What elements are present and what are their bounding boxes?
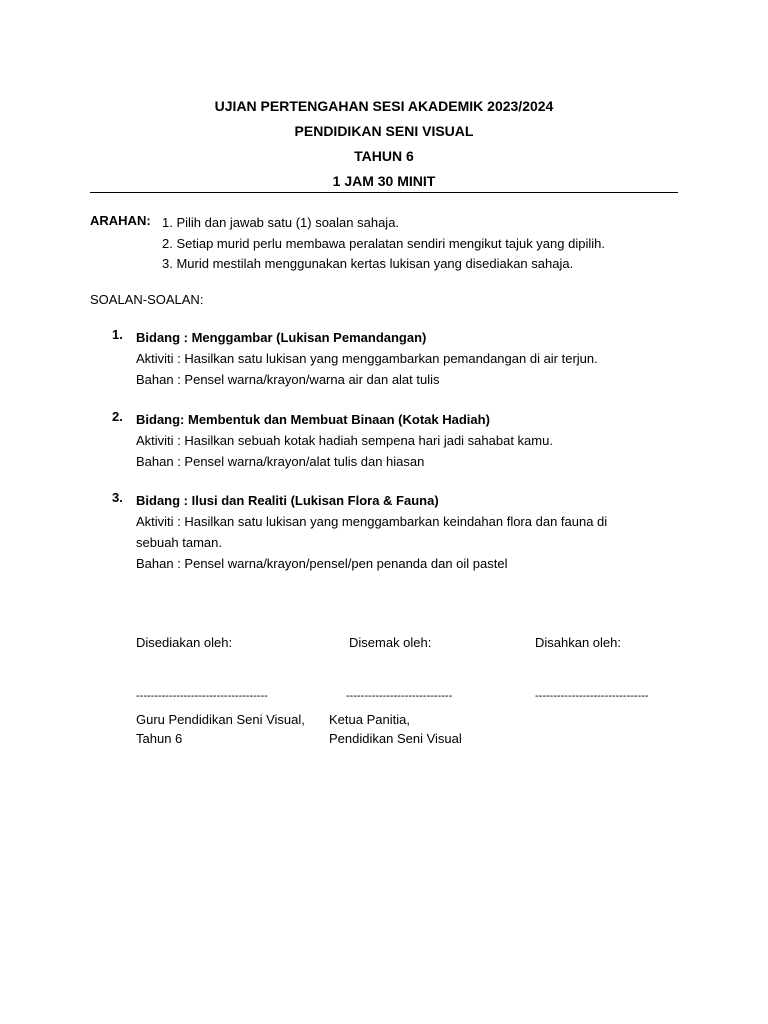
subject-title: PENDIDIKAN SENI VISUAL bbox=[294, 123, 474, 139]
prepared-by-label: Disediakan oleh: bbox=[136, 635, 233, 650]
question-number: 2. bbox=[112, 409, 123, 424]
checked-by-role bbox=[329, 710, 462, 748]
checked-by-label: Disemak oleh: bbox=[349, 635, 432, 650]
prepared-role-line: Tahun 6 bbox=[136, 731, 183, 746]
question-body bbox=[136, 327, 656, 390]
question-body bbox=[136, 490, 656, 574]
question-activity: Aktiviti : Hasilkan satu lukisan yang menggambarkan keindahan flora dan fauna di bbox=[136, 514, 608, 529]
instructions-label: ARAHAN: bbox=[90, 213, 151, 228]
exam-title: UJIAN PERTENGAHAN SESI AKADEMIK 2023/2024 bbox=[214, 98, 554, 114]
approved-by-label: Disahkan oleh: bbox=[535, 635, 621, 650]
questions-heading: SOALAN-SOALAN: bbox=[90, 292, 204, 307]
question-activity: Aktiviti : Hasilkan sebuah kotak hadiah sempena hari jadi sahabat kamu. bbox=[136, 433, 553, 448]
checked-signature-line: ----------------------------- bbox=[346, 690, 453, 702]
question-activity-continued: sebuah taman. bbox=[136, 535, 223, 550]
exam-header bbox=[90, 94, 678, 194]
instruction-item: 2. Setiap murid perlu membawa peralatan sendiri mengikut tajuk yang dipilih. bbox=[162, 235, 605, 251]
question-body bbox=[136, 409, 656, 472]
instruction-item: 3. Murid mestilah menggunakan kertas lukisan yang disediakan sahaja. bbox=[162, 256, 574, 271]
question-number: 3. bbox=[112, 490, 123, 505]
checked-role-line: Ketua Panitia, bbox=[329, 712, 410, 727]
checked-role-line: Pendidikan Seni Visual bbox=[329, 731, 462, 746]
question-materials: Bahan : Pensel warna/krayon/pensel/pen penanda dan oil pastel bbox=[136, 556, 508, 571]
approved-signature-line: ------------------------------- bbox=[535, 690, 649, 702]
prepared-signature-line: ------------------------------------ bbox=[136, 690, 268, 702]
question-activity: Aktiviti : Hasilkan satu lukisan yang menggambarkan pemandangan di air terjun. bbox=[136, 351, 598, 366]
question-heading: Bidang: Membentuk dan Membuat Binaan (Kotak Hadiah) bbox=[136, 412, 490, 427]
prepared-role-line: Guru Pendidikan Seni Visual, bbox=[136, 712, 305, 727]
question-number: 1. bbox=[112, 327, 123, 342]
question-heading: Bidang : Menggambar (Lukisan Pemandangan) bbox=[136, 330, 427, 345]
question-materials: Bahan : Pensel warna/krayon/warna air dan alat tulis bbox=[136, 372, 440, 387]
duration-title: 1 JAM 30 MINIT bbox=[332, 173, 436, 189]
prepared-by-role bbox=[136, 710, 305, 748]
header-divider bbox=[90, 192, 678, 193]
year-title: TAHUN 6 bbox=[354, 148, 414, 164]
question-heading: Bidang : Ilusi dan Realiti (Lukisan Flora & Fauna) bbox=[136, 493, 439, 508]
instruction-item: 1. Pilih dan jawab satu (1) soalan sahaja. bbox=[162, 215, 400, 230]
question-materials: Bahan : Pensel warna/krayon/alat tulis dan hiasan bbox=[136, 454, 425, 469]
instructions-list bbox=[162, 213, 605, 275]
